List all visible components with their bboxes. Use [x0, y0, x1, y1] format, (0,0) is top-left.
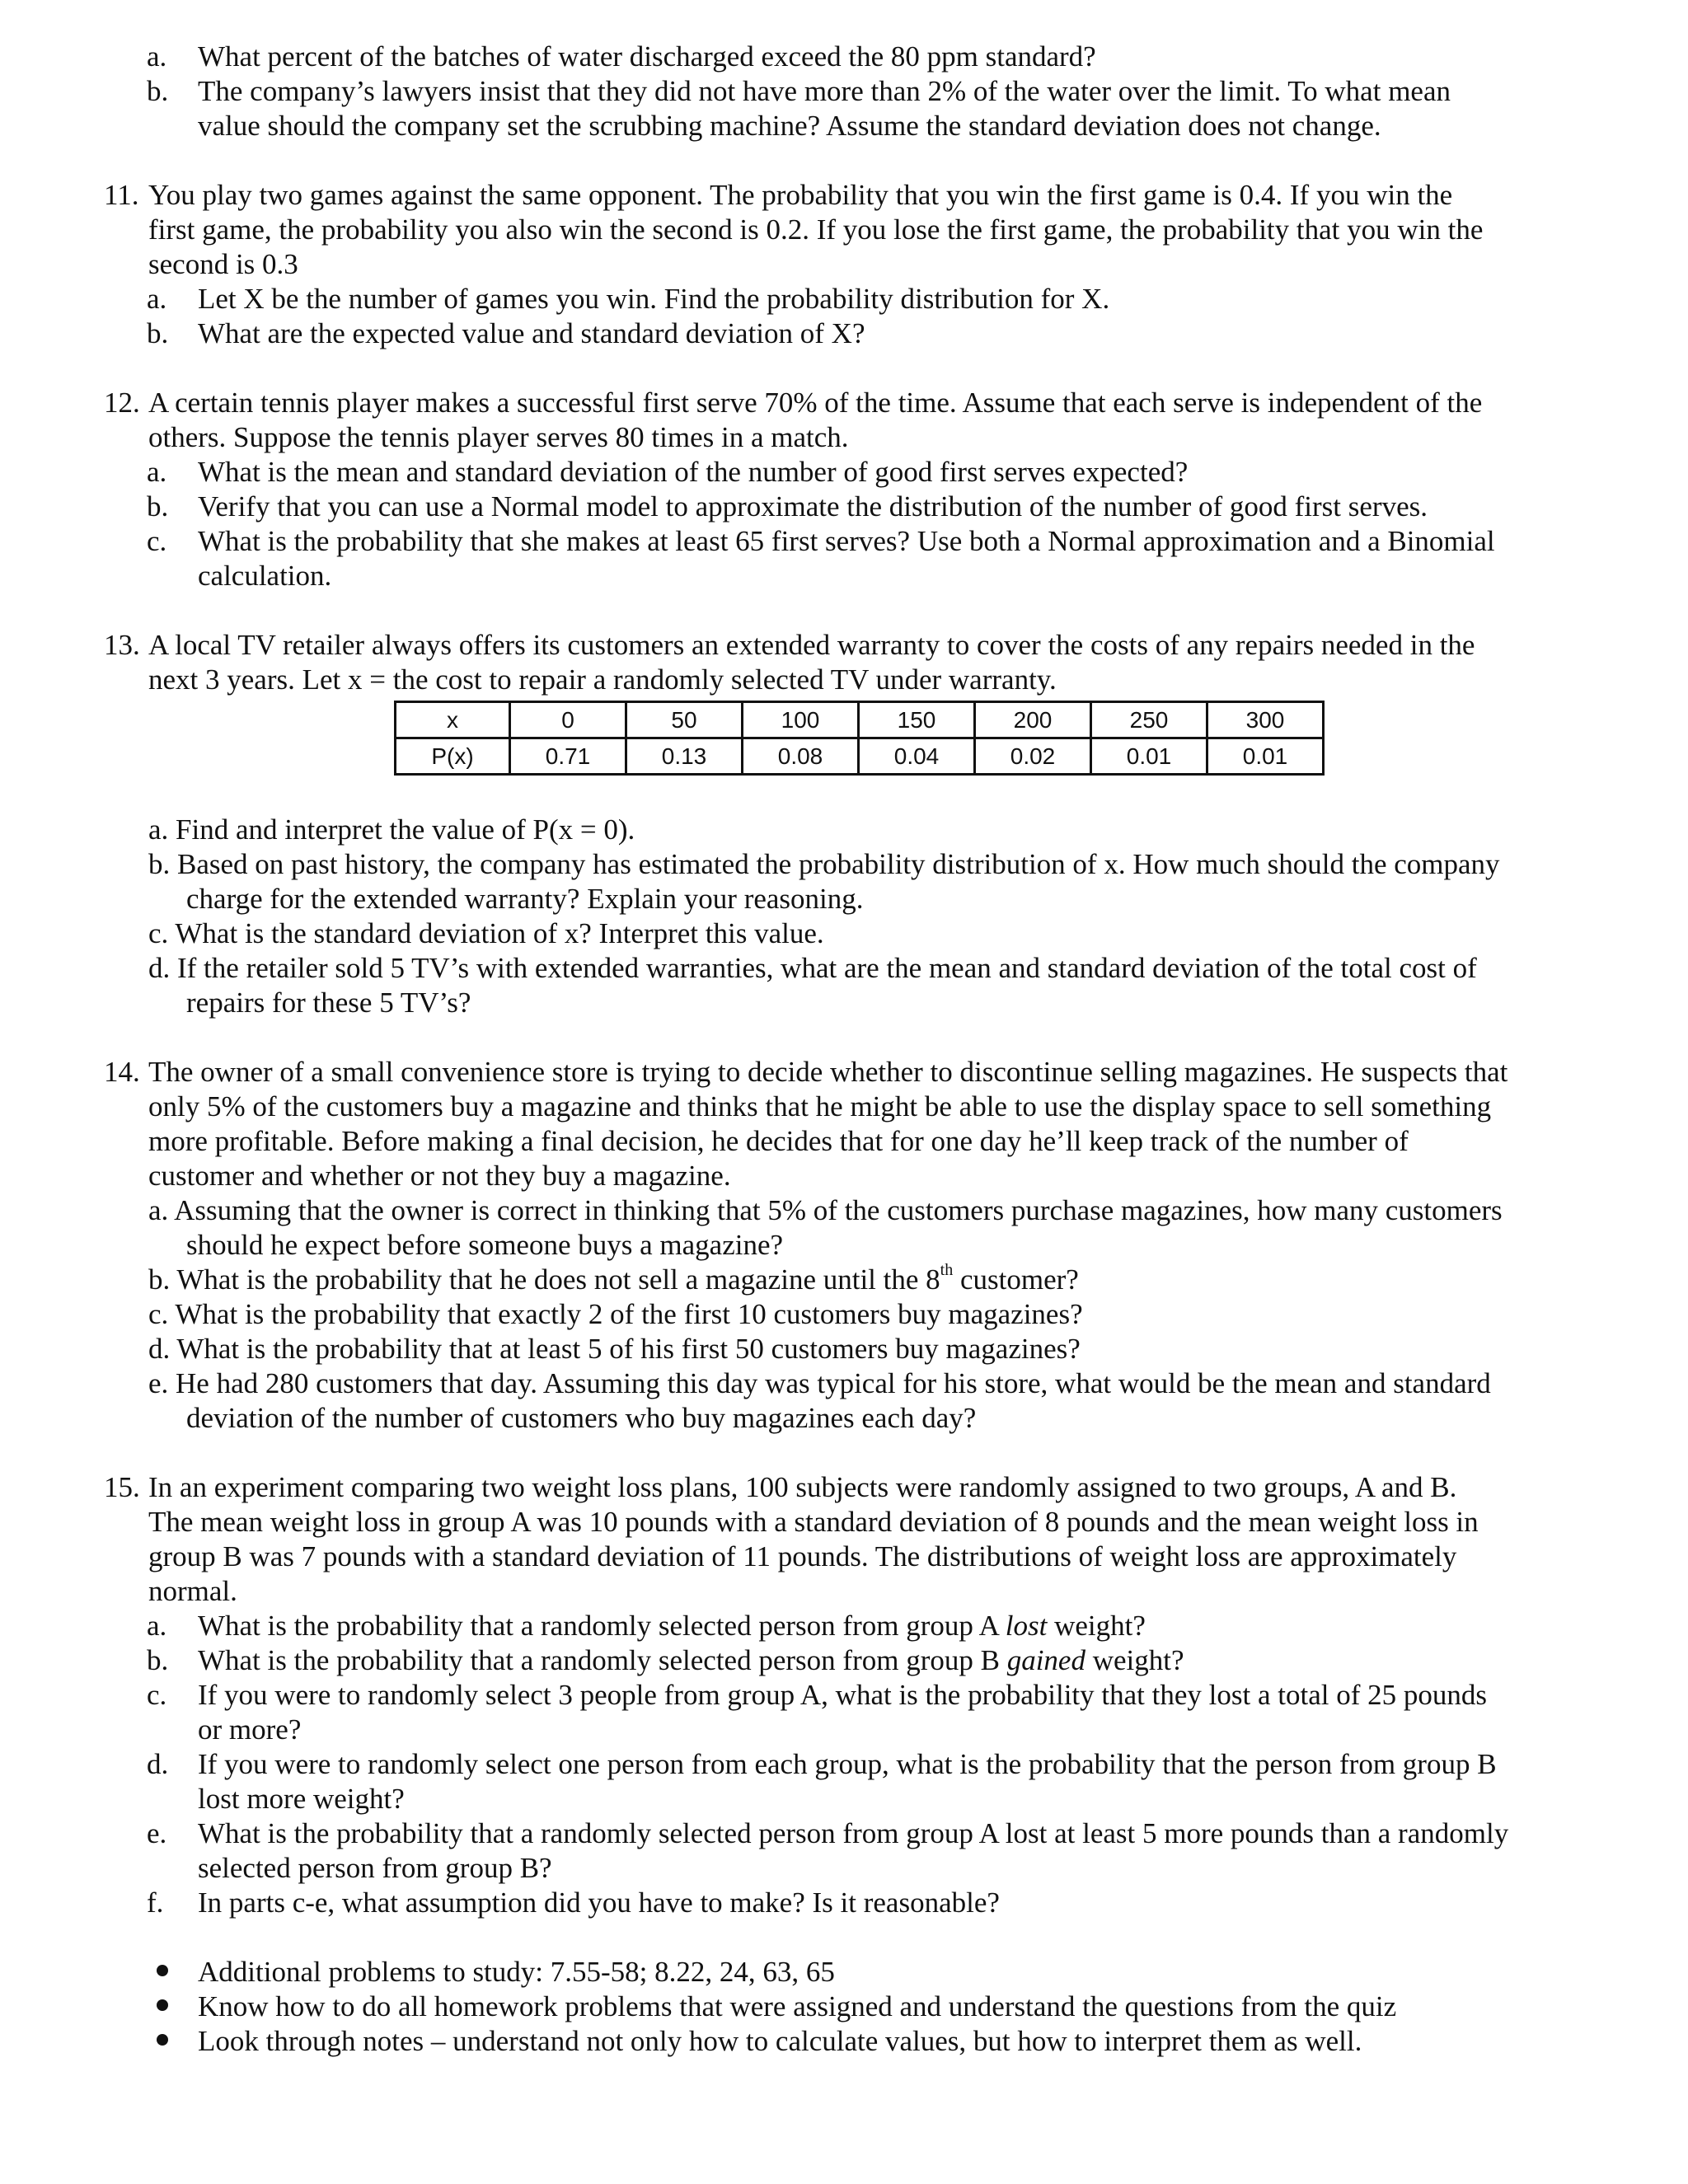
q15-d-line2: lost more weight?	[198, 1783, 405, 1815]
q13-b-line2: charge for the extended warranty? Explain your reasoning.	[186, 883, 864, 915]
table-cell: 0.02	[975, 738, 1091, 775]
bullet-icon	[157, 1965, 168, 1976]
study-note-item: Know how to do all homework problems that were assigned and understand the questions from the quiz	[198, 1990, 1397, 2022]
q11-b-label: b.	[147, 317, 169, 349]
q13-a-text: a. Find and interpret the value of P(x = 0).	[148, 813, 635, 846]
q10-b-label: b.	[147, 75, 169, 107]
q15-b-label: b.	[147, 1644, 169, 1676]
q14-c-text: c. What is the probability that exactly 2 of the first 10 customers buy magazines?	[148, 1298, 1083, 1330]
q11-a-text: Let X be the number of games you win. Find the probability distribution for X.	[198, 283, 1110, 315]
table-cell: 0.71	[510, 738, 626, 775]
q15-f-label: f.	[147, 1886, 164, 1919]
q11-a-label: a.	[147, 283, 167, 315]
q15-d-line1: If you were to randomly select one person from each group, what is the probability that the person from group B	[198, 1748, 1497, 1780]
q10-a-label: a.	[147, 40, 167, 73]
table-row	[396, 738, 1324, 775]
q12-number: 12.	[104, 387, 140, 419]
q11-number: 11.	[104, 179, 139, 211]
q12-c-line1: What is the probability that she makes at least 65 first serves? Use both a Normal approximation and a Binomial	[198, 525, 1495, 557]
q15-number: 15.	[104, 1471, 140, 1503]
q14-b-post: customer?	[953, 1263, 1079, 1296]
q15-a-post: weight?	[1047, 1610, 1146, 1642]
q15-line4: normal.	[148, 1575, 237, 1607]
q13-d-line2: repairs for these 5 TV’s?	[186, 987, 471, 1019]
q14-a-line1: a. Assuming that the owner is correct in thinking that 5% of the customers purchase magazines, how many customers	[148, 1194, 1503, 1226]
table-cell: 0.13	[626, 738, 743, 775]
q15-line1: In an experiment comparing two weight loss plans, 100 subjects were randomly assigned to two groups, A and B.	[148, 1471, 1457, 1503]
q12-line1: A certain tennis player makes a successful first serve 70% of the time. Assume that each serve is independent of the	[148, 387, 1483, 419]
bullet-icon	[157, 1999, 168, 2011]
table-header-px: P(x)	[396, 738, 510, 775]
q14-e-line2: deviation of the number of customers who buy magazines each day?	[186, 1402, 977, 1434]
q12-c-line2: calculation.	[198, 560, 332, 592]
q15-a-text	[198, 1609, 1146, 1643]
q15-c-label: c.	[147, 1679, 167, 1711]
q14-a-line2: should he expect before someone buys a magazine?	[186, 1229, 784, 1261]
table-cell: 0.01	[1207, 738, 1324, 775]
q13-b-line1: b. Based on past history, the company has estimated the probability distribution of x. How much should the company	[148, 848, 1500, 880]
q13-c-text: c. What is the standard deviation of x? Interpret this value.	[148, 917, 824, 949]
q11-b-text: What are the expected value and standard deviation of X?	[198, 317, 865, 349]
table-cell: 250	[1091, 702, 1207, 738]
q15-e-line1: What is the probability that a randomly selected person from group A lost at least 5 more pounds than a randomly	[198, 1817, 1509, 1849]
table-cell: 50	[626, 702, 743, 738]
q14-line1: The owner of a small convenience store is trying to decide whether to discontinue selling magazines. He suspects that	[148, 1056, 1508, 1088]
q15-f-text: In parts c-e, what assumption did you have to make? Is it reasonable?	[198, 1886, 1000, 1919]
q14-line2: only 5% of the customers buy a magazine and thinks that he might be able to use the display space to sell something	[148, 1090, 1492, 1122]
table-cell: 0.01	[1091, 738, 1207, 775]
table-cell: 300	[1207, 702, 1324, 738]
q10-a-text: What percent of the batches of water discharged exceed the 80 ppm standard?	[198, 40, 1096, 73]
table-header-x: x	[396, 702, 510, 738]
q15-e-label: e.	[147, 1817, 167, 1849]
q11-line3: second is 0.3	[148, 248, 298, 280]
q12-b-label: b.	[147, 490, 169, 523]
q14-d-text: d. What is the probability that at least 5 of his first 50 customers buy magazines?	[148, 1333, 1081, 1365]
q13-line1: A local TV retailer always offers its customers an extended warranty to cover the costs of any repairs needed in the	[148, 629, 1475, 661]
q14-e-line1: e. He had 280 customers that day. Assuming this day was typical for his store, what would be the mean and standard	[148, 1367, 1491, 1399]
q15-a-pre: What is the probability that a randomly selected person from group A	[198, 1610, 1006, 1642]
q12-a-text: What is the mean and standard deviation of the number of good first serves expected?	[198, 456, 1189, 488]
q12-c-label: c.	[147, 525, 167, 557]
q15-e-line2: selected person from group B?	[198, 1852, 552, 1884]
q10-b-line2: value should the company set the scrubbing machine? Assume the standard deviation does not change.	[198, 110, 1381, 142]
q15-b-pre: What is the probability that a randomly selected person from group B	[198, 1644, 1007, 1676]
q12-a-label: a.	[147, 456, 167, 488]
q15-line3: group B was 7 pounds with a standard deviation of 11 pounds. The distributions of weight loss are approximately	[148, 1540, 1457, 1572]
q15-b-post: weight?	[1085, 1644, 1184, 1676]
q15-c-line1: If you were to randomly select 3 people from group A, what is the probability that they lost a total of 25 pounds	[198, 1679, 1487, 1711]
q15-a-label: a.	[147, 1610, 167, 1642]
table-cell: 200	[975, 702, 1091, 738]
table-cell: 0.04	[859, 738, 975, 775]
q15-a-emphasis: lost	[1005, 1610, 1048, 1642]
q11-line1: You play two games against the same opponent. The probability that you win the first game is 0.4. If you win the	[148, 179, 1453, 211]
q14-number: 14.	[104, 1056, 140, 1088]
q15-b-text	[198, 1643, 1184, 1678]
q10-b-line1: The company’s lawyers insist that they did not have more than 2% of the water over the limit. To what mean	[198, 75, 1451, 107]
study-note-item: Additional problems to study: 7.55-58; 8.22, 24, 63, 65	[198, 1956, 835, 1988]
table-cell: 0.08	[743, 738, 859, 775]
q14-line4: customer and whether or not they buy a magazine.	[148, 1160, 731, 1192]
probability-distribution-table	[394, 701, 1325, 776]
q14-line3: more profitable. Before making a final decision, he decides that for one day he’ll keep track of the number of	[148, 1125, 1409, 1157]
q14-b-text	[148, 1263, 1079, 1297]
q15-b-emphasis: gained	[1006, 1644, 1085, 1676]
q15-c-line2: or more?	[198, 1713, 302, 1746]
q13-line2: next 3 years. Let x = the cost to repair a randomly selected TV under warranty.	[148, 663, 1057, 696]
table-cell: 100	[743, 702, 859, 738]
q15-line2: The mean weight loss in group A was 10 pounds with a standard deviation of 8 pounds and the mean weight loss in	[148, 1506, 1479, 1538]
study-note-item: Look through notes – understand not only how to calculate values, but how to interpret them as well.	[198, 2025, 1362, 2057]
q12-line2: others. Suppose the tennis player serves 80 times in a match.	[148, 421, 849, 453]
q14-b-ordinal: th	[940, 1261, 954, 1280]
table-row	[396, 702, 1324, 738]
q11-line2: first game, the probability you also win the second is 0.2. If you lose the first game, the probability that you win the	[148, 213, 1484, 246]
q14-b-pre: b. What is the probability that he does not sell a magazine until the 8	[148, 1263, 940, 1296]
table-cell: 0	[510, 702, 626, 738]
q13-d-line1: d. If the retailer sold 5 TV’s with extended warranties, what are the mean and standard deviation of the total cost of	[148, 952, 1477, 984]
bullet-icon	[157, 2034, 168, 2046]
q12-b-text: Verify that you can use a Normal model to approximate the distribution of the number of good first serves.	[198, 490, 1428, 523]
q13-number: 13.	[104, 629, 140, 661]
q15-d-label: d.	[147, 1748, 169, 1780]
table-cell: 150	[859, 702, 975, 738]
